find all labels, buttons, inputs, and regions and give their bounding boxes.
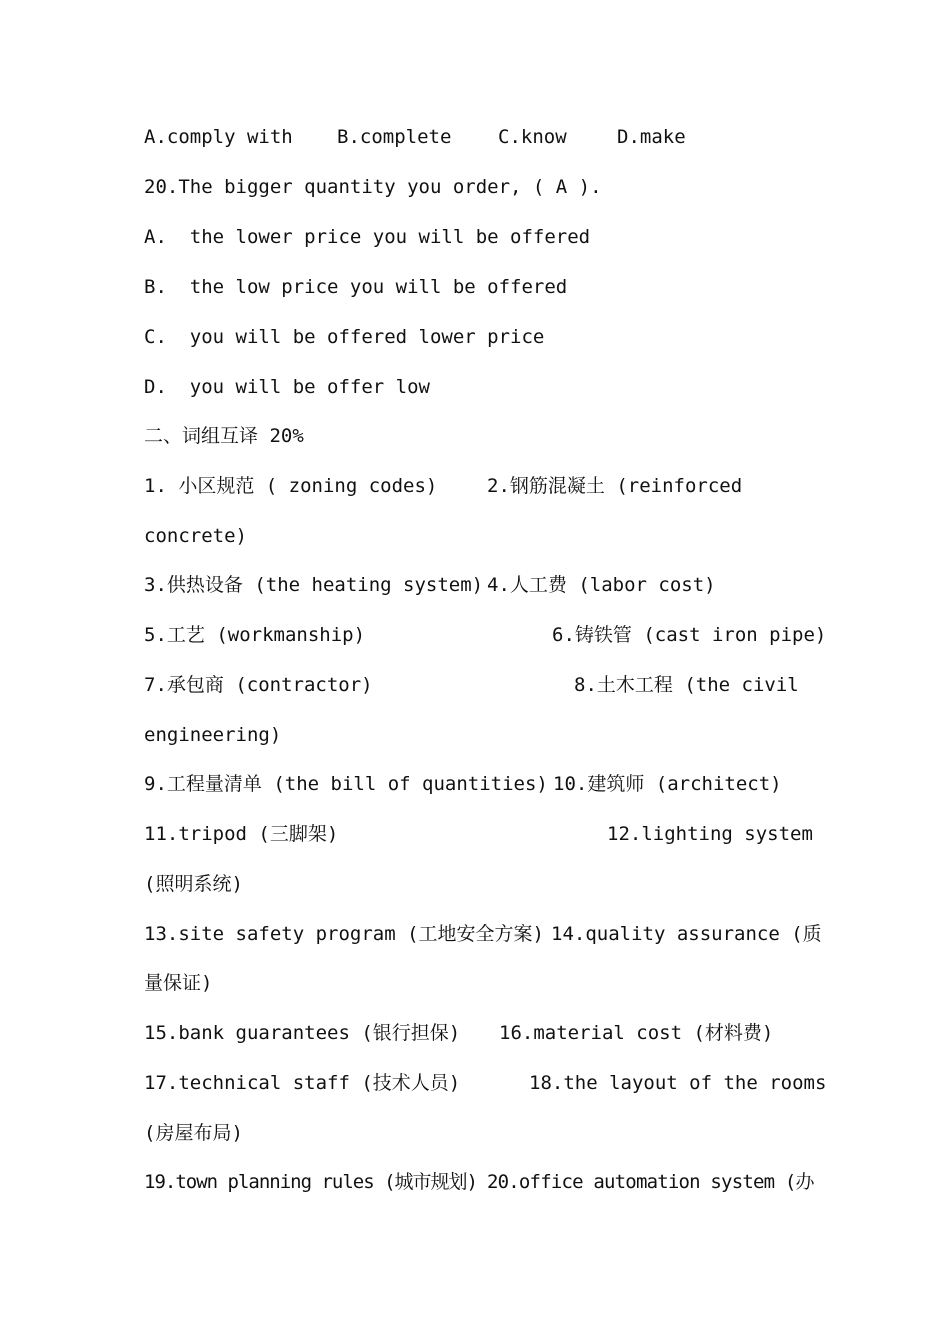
vocab-item-6: 6.铸铁管 (cast iron pipe)	[552, 624, 827, 646]
vocab-item-8-continued: engineering)	[144, 724, 282, 746]
vocab-item-11: 11.tripod (三脚架)	[144, 823, 339, 845]
vocab-item-2-continued: concrete)	[144, 525, 247, 547]
vocab-row-1	[144, 471, 743, 501]
vocab-item-18-continued: (房屋布局)	[144, 1122, 243, 1144]
q19-option-c: C.know	[498, 126, 567, 148]
vocab-row-3	[144, 620, 827, 650]
vocab-item-12-continued: (照明系统)	[144, 873, 243, 895]
section2-heading: 二、词组互译 20%	[144, 425, 304, 447]
q20-option-a: A. the lower price you will be offered	[144, 226, 591, 248]
q19-option-d: D.make	[617, 126, 686, 148]
vocab-item-12: 12.lighting system	[607, 823, 813, 845]
vocab-item-1: 1. 小区规范 ( zoning codes)	[144, 475, 438, 497]
q20-option-d: D. you will be offer low	[144, 376, 430, 398]
vocab-item-15: 15.bank guarantees (银行担保)	[144, 1022, 461, 1044]
vocab-row-6	[144, 819, 813, 849]
vocab-item-4: 4.人工费 (labor cost)	[487, 574, 716, 596]
vocab-item-8: 8.土木工程 (the civil	[574, 674, 799, 696]
vocab-row-2	[144, 570, 716, 600]
vocab-item-14-continued: 量保证)	[144, 972, 213, 994]
q20-option-c: C. you will be offered lower price	[144, 326, 545, 348]
vocab-item-5: 5.工艺 (workmanship)	[144, 624, 366, 646]
vocab-item-20: 20.office automation system (办	[487, 1171, 814, 1193]
vocab-row-7	[144, 919, 822, 949]
vocab-row-5	[144, 769, 782, 799]
vocab-item-9: 9.工程量清单 (the bill of quantities)	[144, 773, 548, 795]
vocab-row-10	[144, 1167, 814, 1197]
vocab-item-13: 13.site safety program (工地安全方案)	[144, 923, 544, 945]
vocab-item-17: 17.technical staff (技术人员)	[144, 1072, 461, 1094]
vocab-item-10: 10.建筑师 (architect)	[553, 773, 782, 795]
vocab-item-19: 19.town planning rules (城市规划)	[144, 1171, 477, 1193]
vocab-item-18: 18.the layout of the rooms	[529, 1072, 827, 1094]
q20-option-b: B. the low price you will be offered	[144, 276, 568, 298]
vocab-item-16: 16.material cost (材料费)	[499, 1022, 774, 1044]
vocab-row-9	[144, 1068, 827, 1098]
vocab-row-4	[144, 670, 799, 700]
vocab-row-8	[144, 1018, 774, 1048]
q20-stem: 20.The bigger quantity you order, ( A ).	[144, 176, 602, 198]
vocab-item-14: 14.quality assurance (质	[551, 923, 822, 945]
vocab-item-2: 2.钢筋混凝土 (reinforced	[487, 475, 743, 497]
q19-option-b: B.complete	[337, 126, 452, 148]
q19-options-line	[144, 122, 686, 152]
q19-option-a: A.comply with	[144, 126, 293, 148]
vocab-item-7: 7.承包商 (contractor)	[144, 674, 373, 696]
vocab-item-3: 3.供热设备 (the heating system)	[144, 574, 484, 596]
